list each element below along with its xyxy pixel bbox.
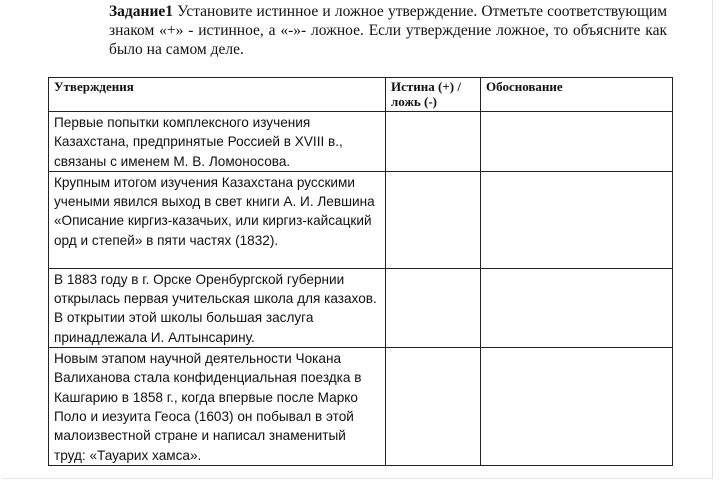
document-page [2,0,713,479]
table-row [49,268,673,347]
reason-cell[interactable] [481,171,673,268]
truth-cell[interactable] [386,348,481,466]
statement-cell: Первые попытки комплексного изучения Казахстана, предпринятые Россией в XVIII в., связаны с именем М. В. Ломоносова. [49,112,386,172]
header-reason: Обоснование [481,78,673,112]
table-row [49,112,673,172]
truth-cell[interactable] [386,112,481,172]
truth-cell[interactable] [386,268,481,347]
reason-cell[interactable] [481,112,673,172]
task-instructions [109,2,667,59]
reason-cell[interactable] [481,268,673,347]
statements-table [48,77,673,466]
table-row [49,348,673,466]
statement-cell: Крупным итогом изучения Казахстана русскими учеными явился выход в свет книги А. И. Левшина «Описание киргиз-казачьих, или киргиз-кайсацкий орд и степей» в пяти частях (1832). [49,171,386,268]
task-text: Установите истинное и ложное утверждение. Отметьте соответствующим знаком «+» - истинное, а «-»- ложное. Если утверждение ложное, то объясните как было на самом деле. [109,3,667,58]
statement-cell: В 1883 году в г. Орске Оренбургской губернии открылась первая учительская школа для казахов. В открытии этой школы большая заслуга принадлежала И. Алтынсарину. [49,268,386,347]
statement-cell: Новым этапом научной деятельности Чокана Валиханова стала конфиденциальная поездка в Кашгарию в 1858 г., когда впервые после Марко Поло и иезуита Геоса (1603) он побывал в этой малоизвестной стране и написал знаменитый труд: «Тауарих хамса». [49,348,386,466]
task-label: Задание1 [109,3,174,20]
reason-cell[interactable] [481,348,673,466]
header-statement: Утверждения [49,78,386,112]
table-row [49,171,673,268]
truth-cell[interactable] [386,171,481,268]
header-truth: Истина (+) / ложь (-) [386,78,481,112]
table-header-row [49,78,673,112]
